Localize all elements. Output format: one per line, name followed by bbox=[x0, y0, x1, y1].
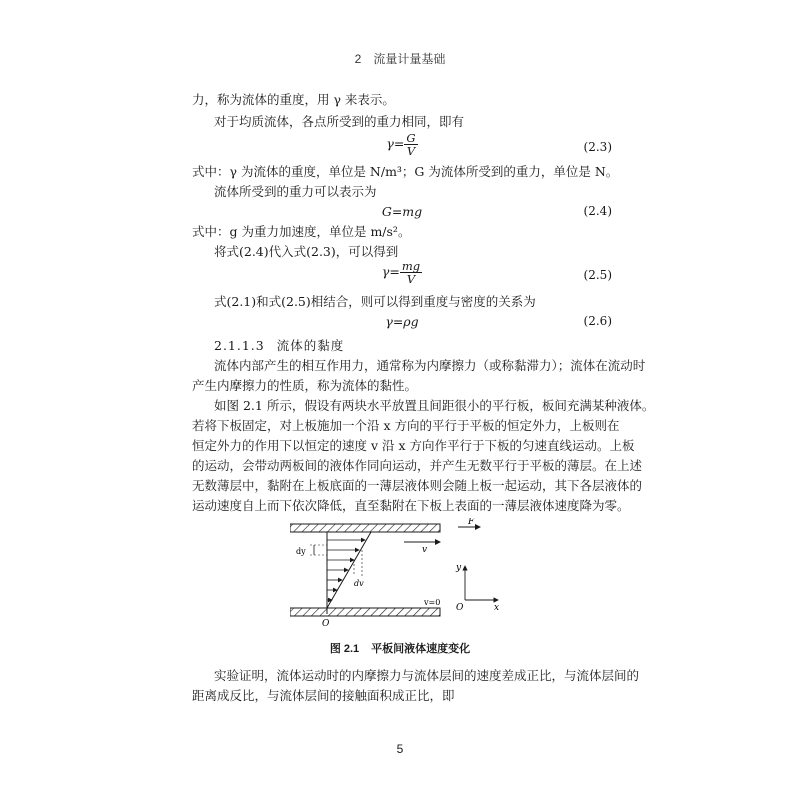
section-heading bbox=[214, 336, 344, 354]
equation-2-5 bbox=[192, 260, 612, 285]
equation-label: (2.5) bbox=[583, 268, 612, 282]
paragraph-line: 将式(2.4)代入式(2.3)，可以得到 bbox=[214, 244, 399, 259]
paragraph-line: 式中：g 为重力加速度，单位是 m/s²。 bbox=[192, 224, 411, 239]
paragraph-line: 距离成反比，与流体层间的接触面积成正比，即 bbox=[192, 688, 455, 703]
x-axis-label: x bbox=[494, 603, 500, 613]
caption-label: 图 2.1 bbox=[329, 643, 360, 655]
force-label: F bbox=[468, 518, 475, 527]
dy-label: dy bbox=[296, 547, 306, 556]
figure-caption bbox=[0, 640, 800, 656]
page-number: 5 bbox=[396, 742, 404, 756]
equation-fraction bbox=[400, 260, 422, 285]
section-number: 2.1.1.3 bbox=[214, 338, 265, 353]
equation-label: (2.3) bbox=[583, 140, 612, 154]
denominator: V bbox=[406, 144, 416, 158]
paragraph-line: 产生内摩擦力的性质，称为流体的黏性。 bbox=[192, 378, 418, 393]
paragraph-line: 恒定外力的作用下以恒定的速度 v 沿 x 方向作平行于下板的匀速直线运动。上板 bbox=[192, 438, 635, 453]
paragraph-line: 若将下板固定，对上板施加一个沿 x 方向的平行于平板的恒定外力，上板则在 bbox=[192, 418, 620, 433]
equation-label: (2.4) bbox=[583, 204, 612, 218]
equation-lhs: γ= bbox=[386, 136, 405, 151]
numerator: G bbox=[406, 131, 416, 145]
denominator: V bbox=[406, 272, 416, 286]
paragraph-line: 力，称为流体的重度，用 γ 来表示。 bbox=[192, 92, 395, 107]
equation-2-6: γ=ρg bbox=[385, 314, 419, 329]
paragraph-line: 式中：γ 为流体的重度，单位是 N/m³；G 为流体所受到的重力，单位是 N。 bbox=[192, 164, 619, 179]
paragraph-line: 无数薄层中，黏附在上板底面的一薄层液体则会随上板一起运动，其下各层液体的 bbox=[192, 478, 643, 493]
axes-origin-label: O bbox=[456, 603, 464, 613]
running-header bbox=[0, 50, 800, 67]
caption-text: 平板间液体速度变化 bbox=[371, 643, 471, 655]
equation-2-3 bbox=[192, 132, 612, 157]
equation-2-4: G=mg bbox=[381, 204, 423, 219]
upper-plate bbox=[290, 524, 440, 532]
lower-plate bbox=[290, 608, 440, 616]
paragraph-line: 的运动，会带动两板间的液体作同向运动，并产生无数平行于平板的薄层。在上述 bbox=[192, 458, 643, 473]
chapter-number: 2 bbox=[354, 52, 362, 66]
equation-fraction bbox=[404, 132, 417, 157]
paragraph-line: 运动速度自上而下依次降低，直至黏附在下板上表面的一薄层液体速度降为零。 bbox=[192, 498, 630, 513]
velocity-arrows-group bbox=[327, 540, 365, 600]
y-axis-label: y bbox=[456, 563, 462, 573]
paragraph-line: 实验证明，流体运动时的内摩擦力与流体层间的速度差成正比，与流体层间的 bbox=[214, 668, 640, 683]
equation-label: (2.6) bbox=[583, 314, 612, 328]
zero-velocity-label: v=0 bbox=[424, 598, 441, 607]
paragraph-line: 对于均质流体，各点所受到的重力相同，即有 bbox=[214, 114, 465, 129]
paragraph-line: 流体内部产生的相互作用力，通常称为内摩擦力（或称黏滞力）；流体在流动时 bbox=[214, 358, 646, 373]
dv-label: dv bbox=[354, 579, 364, 588]
equation-lhs: γ= bbox=[381, 264, 400, 279]
paragraph-line: 式(2.1)和式(2.5)相结合，则可以得到重度与密度的关系为 bbox=[214, 294, 536, 309]
plate-origin-label: O bbox=[322, 619, 330, 629]
paragraph-line: 流体所受到的重力可以表示为 bbox=[214, 184, 377, 199]
velocity-label: v bbox=[422, 545, 428, 555]
paragraph-line: 如图 2.1 所示，假设有两块水平放置且间距很小的平行板，板间充满某种液体。 bbox=[214, 398, 655, 413]
parallel-plates-figure bbox=[290, 518, 530, 640]
chapter-title: 流量计量基础 bbox=[373, 52, 446, 66]
section-title: 流体的黏度 bbox=[276, 338, 345, 353]
numerator: mg bbox=[401, 259, 421, 273]
